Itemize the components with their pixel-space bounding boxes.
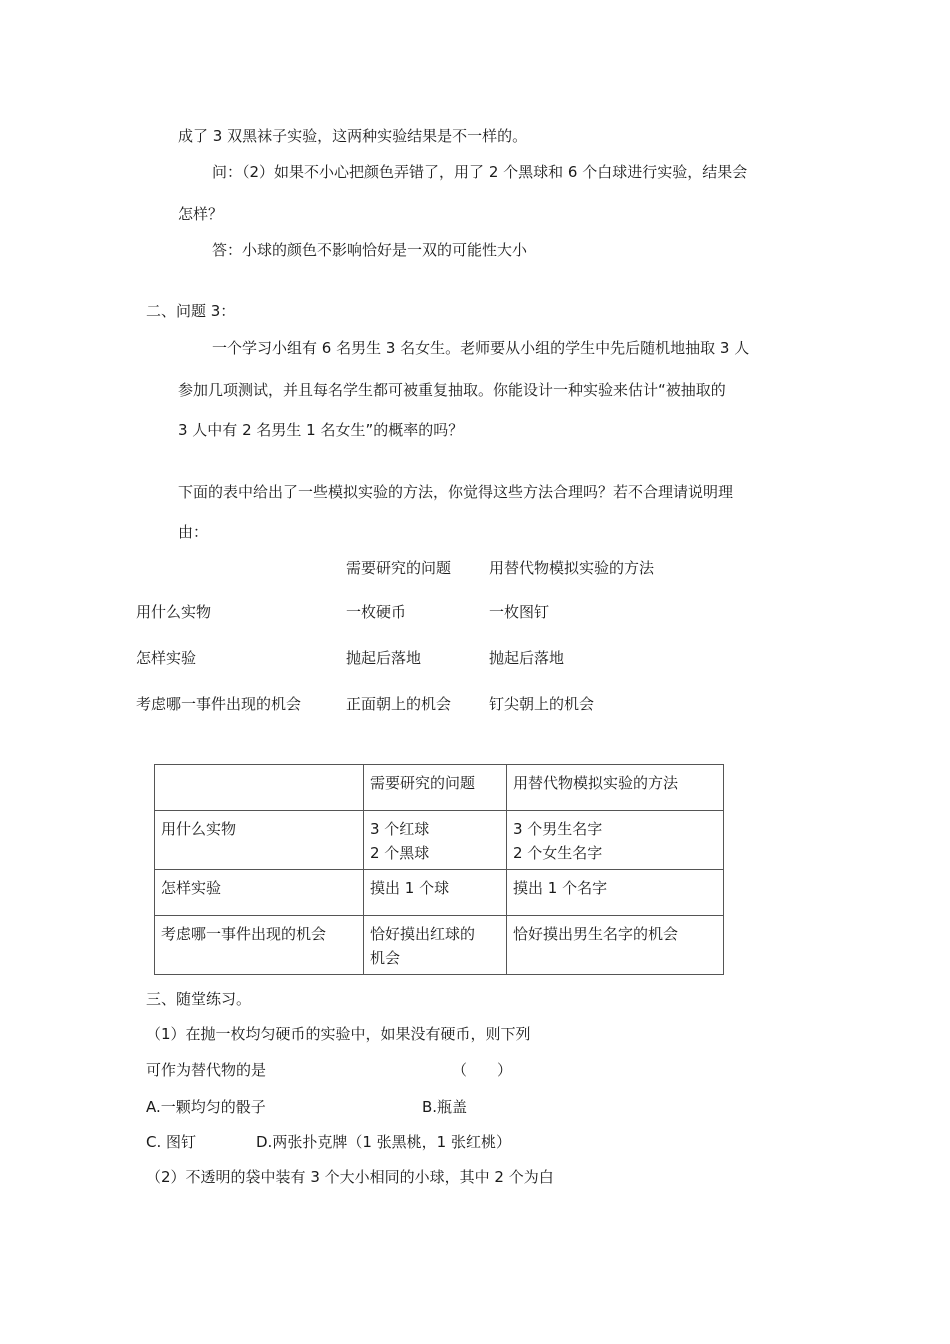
table-cell: 抛起后落地 — [489, 649, 565, 667]
table-header: 用替代物模拟实验的方法 — [507, 765, 724, 811]
answer-blank: （ ） — [452, 1061, 513, 1079]
table-cell: 钉尖朝上的机会 — [489, 695, 595, 713]
table-header: 用替代物模拟实验的方法 — [489, 559, 655, 577]
table-cell: 考虑哪一事件出现的机会 — [136, 695, 302, 713]
paragraph-line: 怎样？ — [178, 205, 224, 223]
cell-line: 恰好摸出男生名字的机会 — [513, 925, 679, 943]
table-cell: 考虑哪一事件出现的机会 — [155, 916, 364, 975]
table-cell: 用什么实物 — [155, 811, 364, 870]
paragraph-line: 3 人中有 2 名男生 1 名女生”的概率的吗？ — [178, 421, 464, 439]
table-cell — [364, 811, 507, 870]
table-cell: 一枚硬币 — [346, 603, 407, 621]
table-cell: 抛起后落地 — [346, 649, 422, 667]
table-cell — [364, 870, 507, 916]
table-cell — [364, 916, 507, 975]
cell-line: 3 个红球 — [370, 820, 430, 838]
paragraph-line: 参加几项测试，并且每名学生都可被重复抽取。你能设计一种实验来估计“被抽取的 — [178, 381, 726, 399]
section-heading: 三、随堂练习。 — [146, 990, 252, 1008]
table-cell: 怎样实验 — [155, 870, 364, 916]
cell-line: 摸出 1 个球 — [370, 879, 450, 897]
table-cell — [507, 870, 724, 916]
table-header: 需要研究的问题 — [364, 765, 507, 811]
question-text: （2）不透明的袋中装有 3 个大小相同的小球，其中 2 个为白 — [146, 1168, 554, 1186]
option-a: A.一颗均匀的骰子 — [146, 1098, 266, 1116]
paragraph-line: 由： — [178, 523, 209, 541]
cell-line: 恰好摸出红球的 — [370, 925, 476, 943]
table-row — [155, 916, 724, 975]
table-cell — [507, 916, 724, 975]
table-cell: 一枚图钉 — [489, 603, 550, 621]
cell-line: 2 个黑球 — [370, 844, 430, 862]
section-heading: 二、问题 3： — [146, 302, 236, 320]
table-row — [155, 811, 724, 870]
option-b: B.瓶盖 — [422, 1098, 468, 1116]
paragraph-line: 下面的表中给出了一些模拟实验的方法，你觉得这些方法合理吗？若不合理请说明理 — [178, 483, 734, 501]
table-cell — [155, 765, 364, 811]
cell-line: 摸出 1 个名字 — [513, 879, 608, 897]
simulation-table — [154, 764, 724, 975]
answer-text: 答：小球的颜色不影响恰好是一双的可能性大小 — [212, 241, 528, 259]
cell-line: 机会 — [370, 949, 401, 967]
table-row — [155, 765, 724, 811]
option-d: D.两张扑克牌（1 张黑桃，1 张红桃） — [256, 1133, 511, 1151]
table-header: 需要研究的问题 — [346, 559, 452, 577]
table-cell: 正面朝上的机会 — [346, 695, 452, 713]
table-row — [155, 870, 724, 916]
table-cell: 怎样实验 — [136, 649, 197, 667]
question-text: （1）在抛一枚均匀硬币的实验中，如果没有硬币，则下列 — [146, 1025, 531, 1043]
question-text: 可作为替代物的是 — [146, 1061, 267, 1079]
question-text: 问：（2）如果不小心把颜色弄错了，用了 2 个黑球和 6 个白球进行实验，结果会 — [212, 163, 748, 181]
option-c: C. 图钉 — [146, 1133, 197, 1151]
table-cell — [507, 811, 724, 870]
paragraph-line: 一个学习小组有 6 名男生 3 名女生。老师要从小组的学生中先后随机地抽取 3 人 — [212, 339, 750, 357]
table-cell: 用什么实物 — [136, 603, 212, 621]
cell-line: 3 个男生名字 — [513, 820, 603, 838]
cell-line: 2 个女生名字 — [513, 844, 603, 862]
paragraph-line: 成了 3 双黑袜子实验，这两种实验结果是不一样的。 — [178, 127, 528, 145]
